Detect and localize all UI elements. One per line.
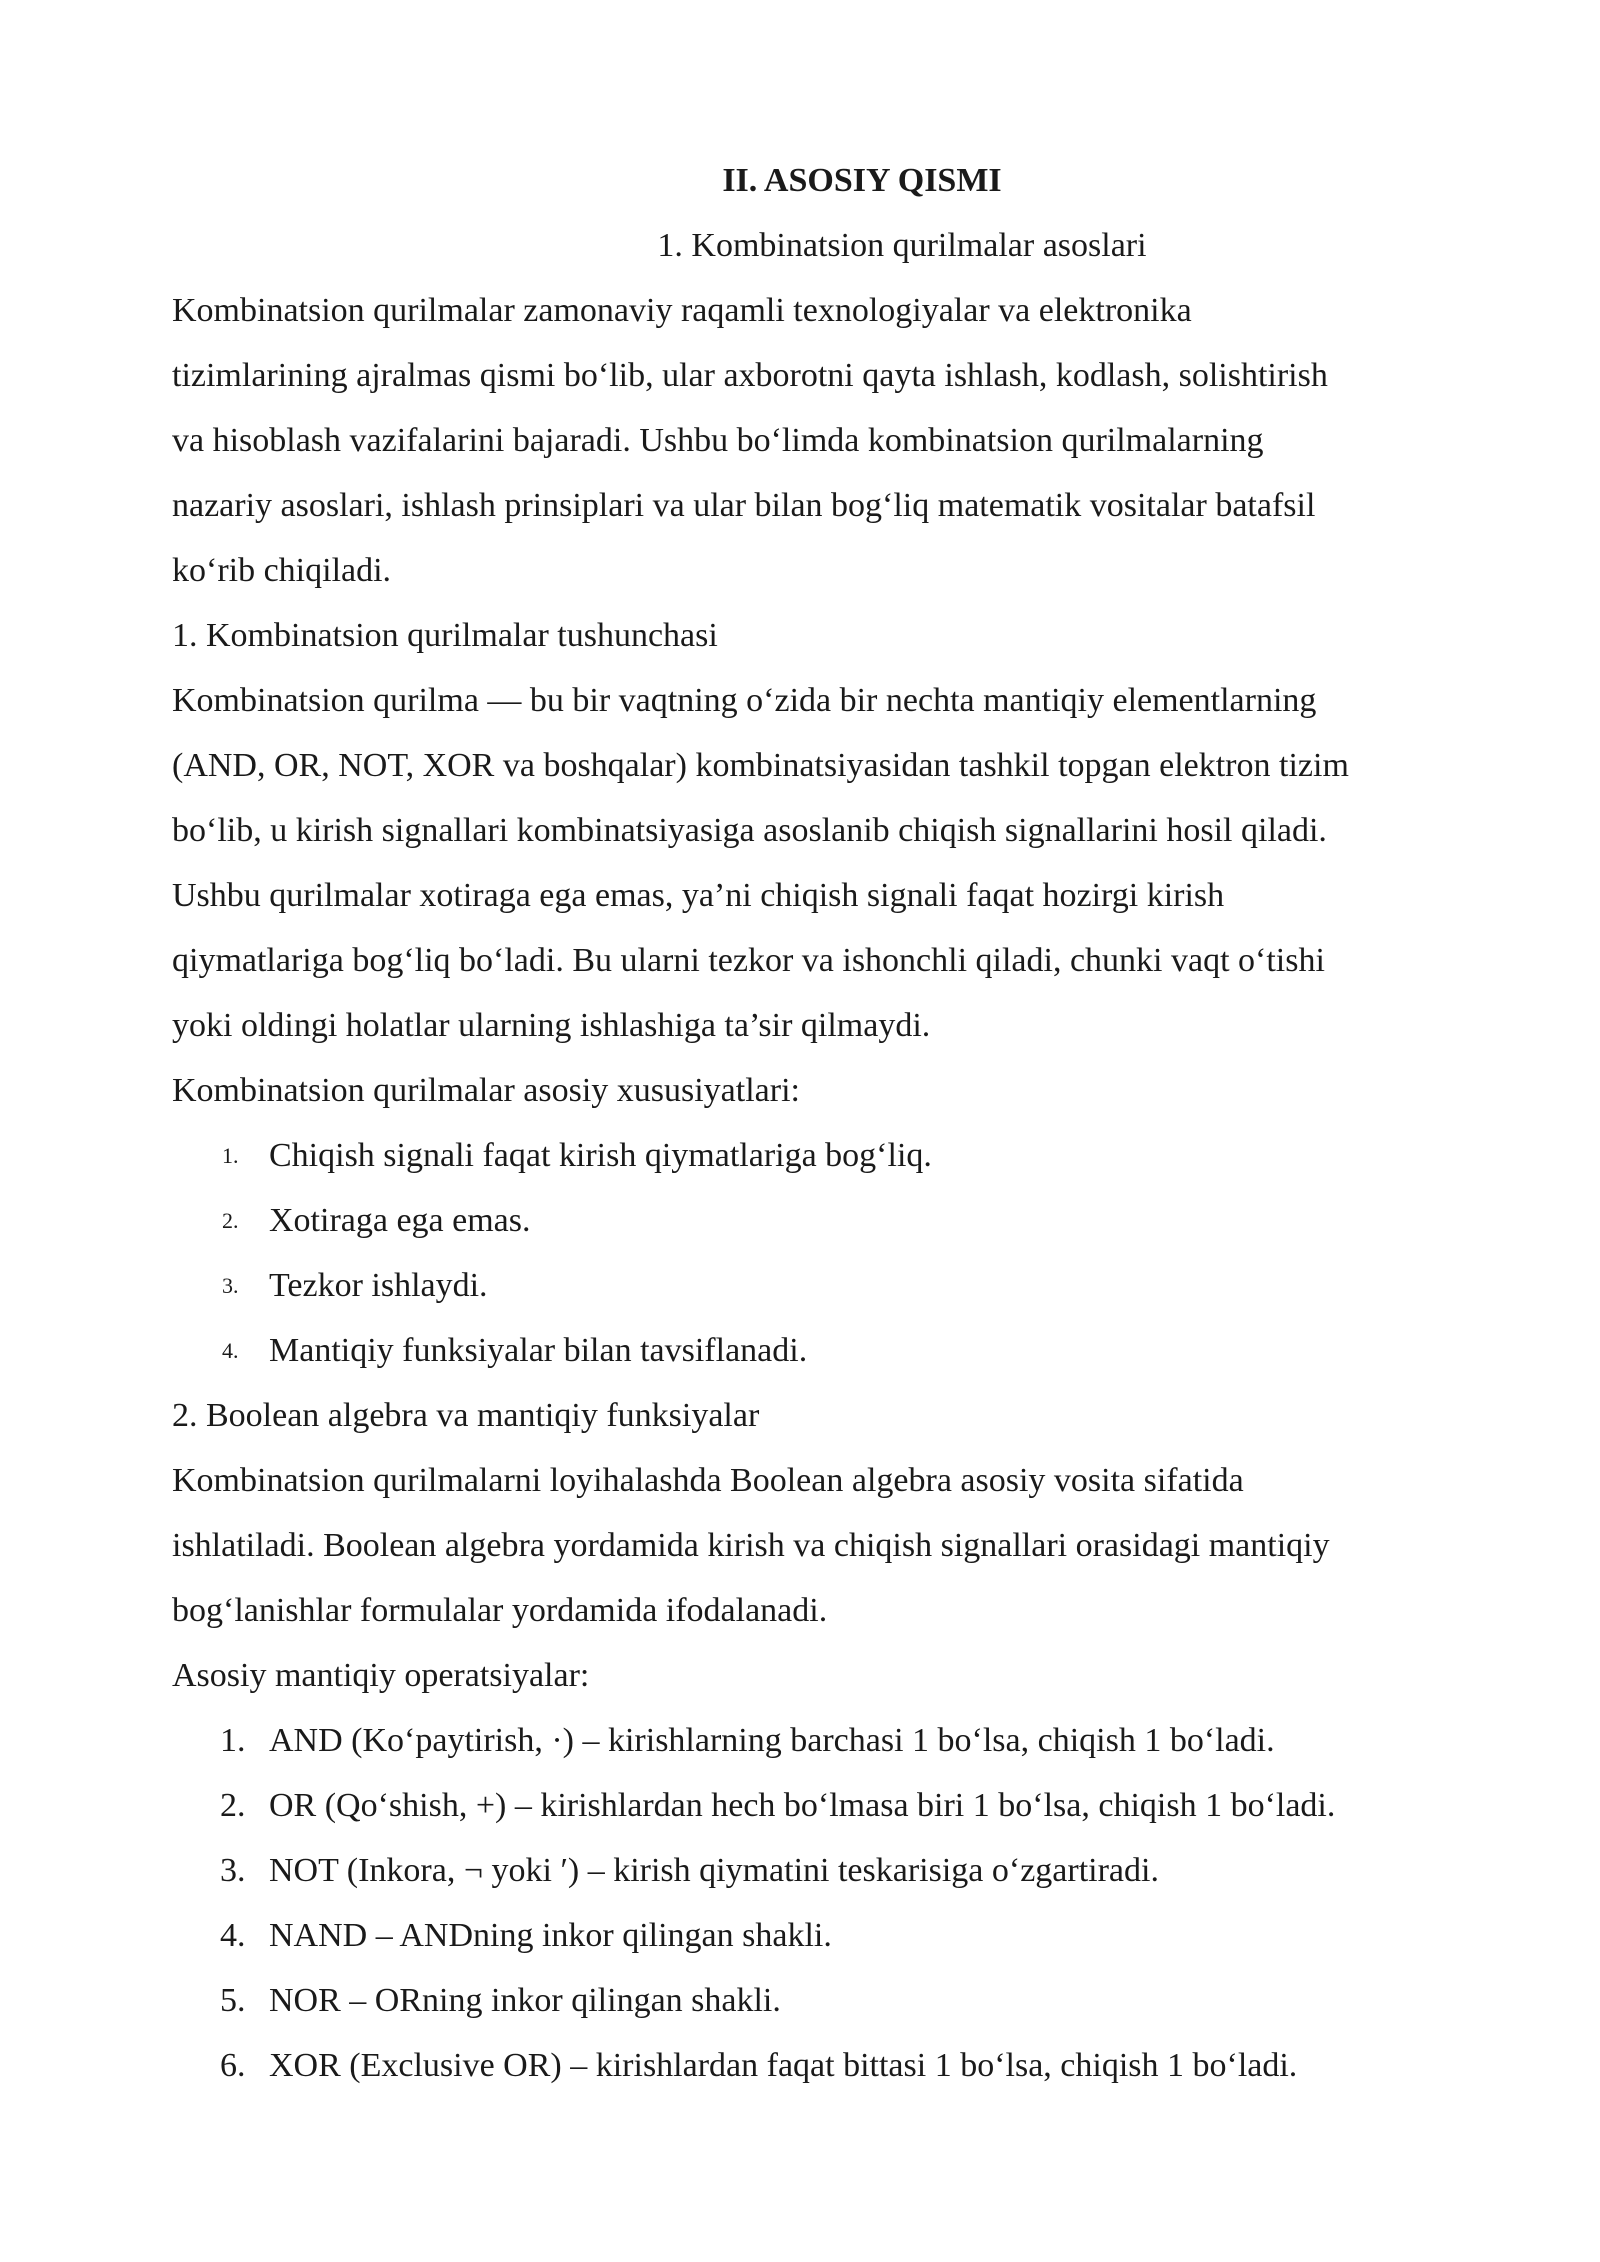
properties-list: [172, 1123, 1472, 1383]
paragraph-line: tizimlarining ajralmas qismi bo‘lib, ular axborotni qayta ishlash, kodlash, solishtirish: [172, 357, 1328, 394]
section-heading: 2. Boolean algebra va mantiqiy funksiyalar: [172, 1397, 760, 1434]
paragraph-line: (AND, OR, NOT, XOR va boshqalar) kombinatsiyasidan tashkil topgan elektron tizim: [172, 747, 1349, 784]
operations-list: [172, 1708, 1472, 2098]
section-heading: 1. Kombinatsion qurilmalar tushunchasi: [172, 617, 718, 654]
paragraph-line: ko‘rib chiqiladi.: [172, 552, 392, 589]
paragraph-line: Kombinatsion qurilma — bu bir vaqtning o‘zida bir nechta mantiqiy elementlarning: [172, 682, 1317, 719]
list-item: [172, 1188, 1472, 1253]
list-number: 4.: [220, 1917, 246, 1954]
paragraph-line: bo‘lib, u kirish signallari kombinatsiyasiga asoslanib chiqish signallarini hosil qiladi.: [172, 812, 1327, 849]
list-number: 1.: [222, 1143, 239, 1168]
section1-paragraph: [172, 668, 1472, 1058]
list-item: [172, 1123, 1472, 1188]
list-text: Mantiqiy funksiyalar bilan tavsiflanadi.: [269, 1332, 808, 1369]
paragraph-line: nazariy asoslari, ishlash prinsiplari va ular bilan bog‘liq matematik vositalar batafsil: [172, 487, 1316, 524]
list-number: 2.: [220, 1787, 246, 1824]
list-item: [172, 1968, 1472, 2033]
list-item: [172, 1708, 1472, 1773]
list-number: 1.: [220, 1722, 246, 1759]
list-number: 4.: [222, 1338, 239, 1363]
list-text: OR (Qo‘shish, +) – kirishlardan hech bo‘lmasa biri 1 bo‘lsa, chiqish 1 bo‘ladi.: [269, 1787, 1336, 1824]
page-title: II. ASOSIY QISMI: [722, 162, 1002, 199]
section2-paragraph: [172, 1448, 1472, 1643]
paragraph-line: bog‘lanishlar formulalar yordamida ifodalanadi.: [172, 1592, 828, 1629]
paragraph-line: ishlatiladi. Boolean algebra yordamida kirish va chiqish signallari orasidagi mantiqiy: [172, 1527, 1330, 1564]
list-number: 6.: [220, 2047, 246, 2084]
document-body: [172, 148, 1472, 2098]
list-item: [172, 2033, 1472, 2098]
list-item: [172, 1773, 1472, 1838]
paragraph-line: va hisoblash vazifalarini bajaradi. Ushbu bo‘limda kombinatsion qurilmalarning: [172, 422, 1264, 459]
list-text: NOT (Inkora, ¬ yoki ′) – kirish qiymatini teskarisiga o‘zgartiradi.: [269, 1852, 1159, 1889]
properties-heading: Kombinatsion qurilmalar asosiy xususiyatlari:: [172, 1072, 800, 1109]
list-item: [172, 1903, 1472, 1968]
operations-heading: Asosiy mantiqiy operatsiyalar:: [172, 1657, 590, 1694]
paragraph-line: yoki oldingi holatlar ularning ishlashiga ta’sir qilmaydi.: [172, 1007, 931, 1044]
list-number: 3.: [220, 1852, 246, 1889]
list-item: [172, 1318, 1472, 1383]
paragraph-line: Kombinatsion qurilmalarni loyihalashda Boolean algebra asosiy vosita sifatida: [172, 1462, 1244, 1499]
list-text: AND (Ko‘paytirish, ·) – kirishlarning barchasi 1 bo‘lsa, chiqish 1 bo‘ladi.: [269, 1722, 1275, 1759]
list-number: 5.: [220, 1982, 246, 2019]
list-item: [172, 1838, 1472, 1903]
paragraph-line: Ushbu qurilmalar xotiraga ega emas, ya’ni chiqish signali faqat hozirgi kirish: [172, 877, 1225, 914]
list-text: XOR (Exclusive OR) – kirishlardan faqat bittasi 1 bo‘lsa, chiqish 1 bo‘ladi.: [269, 2047, 1298, 2084]
list-number: 3.: [222, 1273, 239, 1298]
list-text: Chiqish signali faqat kirish qiymatlariga bog‘liq.: [269, 1137, 932, 1174]
list-text: NOR – ORning inkor qilingan shakli.: [269, 1982, 781, 2019]
paragraph-line: qiymatlariga bog‘liq bo‘ladi. Bu ularni tezkor va ishonchli qiladi, chunki vaqt o‘tishi: [172, 942, 1325, 979]
list-text: NAND – ANDning inkor qilingan shakli.: [269, 1917, 832, 1954]
section-subtitle: 1. Kombinatsion qurilmalar asoslari: [657, 227, 1147, 264]
list-number: 2.: [222, 1208, 239, 1233]
list-text: Tezkor ishlaydi.: [269, 1267, 488, 1304]
list-text: Xotiraga ega emas.: [269, 1202, 531, 1239]
list-item: [172, 1253, 1472, 1318]
paragraph-line: Kombinatsion qurilmalar zamonaviy raqamli texnologiyalar va elektronika: [172, 292, 1192, 329]
intro-paragraph: [172, 278, 1472, 603]
